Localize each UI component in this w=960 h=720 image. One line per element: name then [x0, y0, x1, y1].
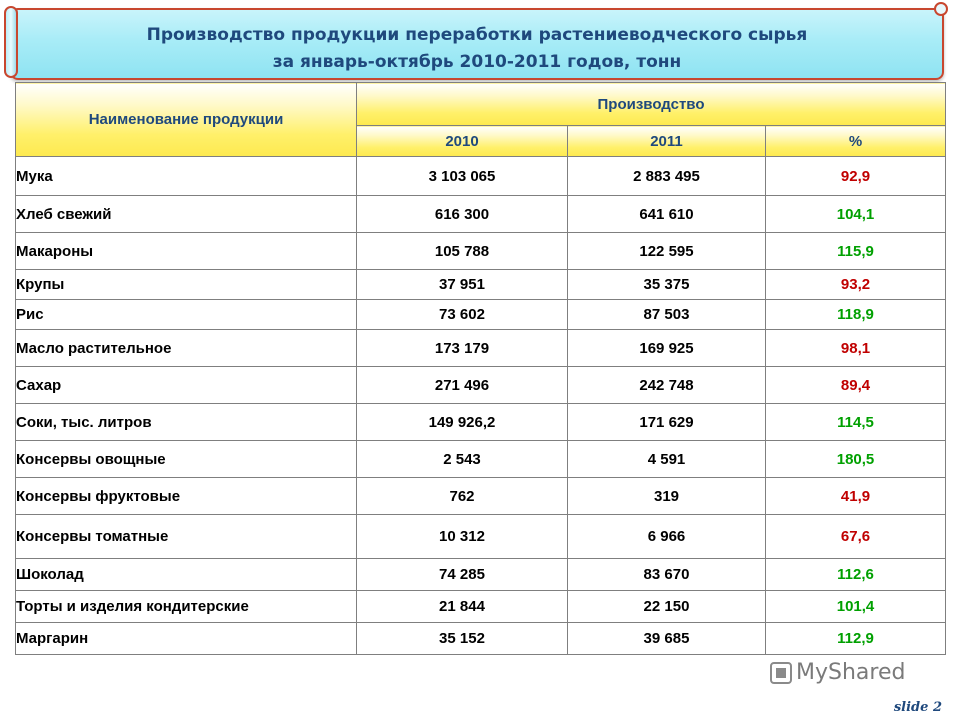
table-row [16, 623, 946, 655]
value-2010-cell: 73 602 [357, 300, 568, 330]
product-name-cell: Хлеб свежий [16, 196, 357, 233]
product-name-cell: Торты и изделия кондитерские [16, 591, 357, 623]
header-product-name: Наименование продукции [16, 83, 357, 157]
table-row [16, 404, 946, 441]
value-2011-cell: 6 966 [568, 515, 766, 559]
scroll-roll-left [4, 6, 18, 78]
product-name-cell: Масло растительное [16, 330, 357, 367]
table-row [16, 367, 946, 404]
title-line-2: за январь-октябрь 2010-2011 годов, тонн [272, 52, 682, 72]
percent-cell: 89,4 [766, 367, 946, 404]
title-line-1: Производство продукции переработки растениеводческого сырья [146, 25, 808, 45]
value-2011-cell: 4 591 [568, 441, 766, 478]
percent-cell: 112,9 [766, 623, 946, 655]
percent-cell: 92,9 [766, 157, 946, 196]
value-2010-cell: 37 951 [357, 270, 568, 300]
title-banner-body [10, 8, 944, 80]
title-banner [4, 6, 950, 78]
header-percent: % [766, 126, 946, 157]
table-row [16, 330, 946, 367]
product-name-cell: Шоколад [16, 559, 357, 591]
watermark-text: MyShared [796, 660, 906, 685]
value-2010-cell: 35 152 [357, 623, 568, 655]
value-2011-cell: 171 629 [568, 404, 766, 441]
percent-cell: 41,9 [766, 478, 946, 515]
percent-cell: 180,5 [766, 441, 946, 478]
value-2011-cell: 641 610 [568, 196, 766, 233]
value-2010-cell: 3 103 065 [357, 157, 568, 196]
table-row [16, 233, 946, 270]
percent-cell: 112,6 [766, 559, 946, 591]
table-row [16, 515, 946, 559]
value-2011-cell: 87 503 [568, 300, 766, 330]
percent-cell: 93,2 [766, 270, 946, 300]
table-row [16, 591, 946, 623]
product-name-cell: Мука [16, 157, 357, 196]
value-2011-cell: 169 925 [568, 330, 766, 367]
product-name-cell: Маргарин [16, 623, 357, 655]
table-row [16, 157, 946, 196]
percent-cell: 98,1 [766, 330, 946, 367]
value-2010-cell: 10 312 [357, 515, 568, 559]
myshared-logo-icon [770, 662, 792, 684]
product-name-cell: Консервы томатные [16, 515, 357, 559]
table-row [16, 270, 946, 300]
table-row [16, 300, 946, 330]
myshared-watermark [770, 660, 930, 686]
product-name-cell: Сахар [16, 367, 357, 404]
value-2010-cell: 149 926,2 [357, 404, 568, 441]
product-name-cell: Соки, тыс. литров [16, 404, 357, 441]
value-2010-cell: 616 300 [357, 196, 568, 233]
percent-cell: 104,1 [766, 196, 946, 233]
product-name-cell: Консервы овощные [16, 441, 357, 478]
product-name-cell: Консервы фруктовые [16, 478, 357, 515]
product-name-cell: Крупы [16, 270, 357, 300]
value-2011-cell: 2 883 495 [568, 157, 766, 196]
production-table [15, 82, 946, 655]
value-2010-cell: 105 788 [357, 233, 568, 270]
table-row [16, 478, 946, 515]
product-name-cell: Макароны [16, 233, 357, 270]
header-2011: 2011 [568, 126, 766, 157]
value-2010-cell: 2 543 [357, 441, 568, 478]
value-2011-cell: 242 748 [568, 367, 766, 404]
value-2011-cell: 319 [568, 478, 766, 515]
value-2011-cell: 35 375 [568, 270, 766, 300]
table-row [16, 559, 946, 591]
value-2010-cell: 271 496 [357, 367, 568, 404]
value-2011-cell: 39 685 [568, 623, 766, 655]
product-name-cell: Рис [16, 300, 357, 330]
value-2010-cell: 173 179 [357, 330, 568, 367]
value-2010-cell: 21 844 [357, 591, 568, 623]
percent-cell: 67,6 [766, 515, 946, 559]
percent-cell: 114,5 [766, 404, 946, 441]
percent-cell: 118,9 [766, 300, 946, 330]
value-2010-cell: 74 285 [357, 559, 568, 591]
table-row [16, 196, 946, 233]
slide-number: slide 2 [893, 700, 942, 715]
scroll-roll-right [934, 2, 948, 16]
value-2011-cell: 22 150 [568, 591, 766, 623]
percent-cell: 115,9 [766, 233, 946, 270]
value-2011-cell: 122 595 [568, 233, 766, 270]
header-production: Производство [357, 83, 946, 126]
header-2010: 2010 [357, 126, 568, 157]
table-row [16, 441, 946, 478]
value-2011-cell: 83 670 [568, 559, 766, 591]
value-2010-cell: 762 [357, 478, 568, 515]
percent-cell: 101,4 [766, 591, 946, 623]
